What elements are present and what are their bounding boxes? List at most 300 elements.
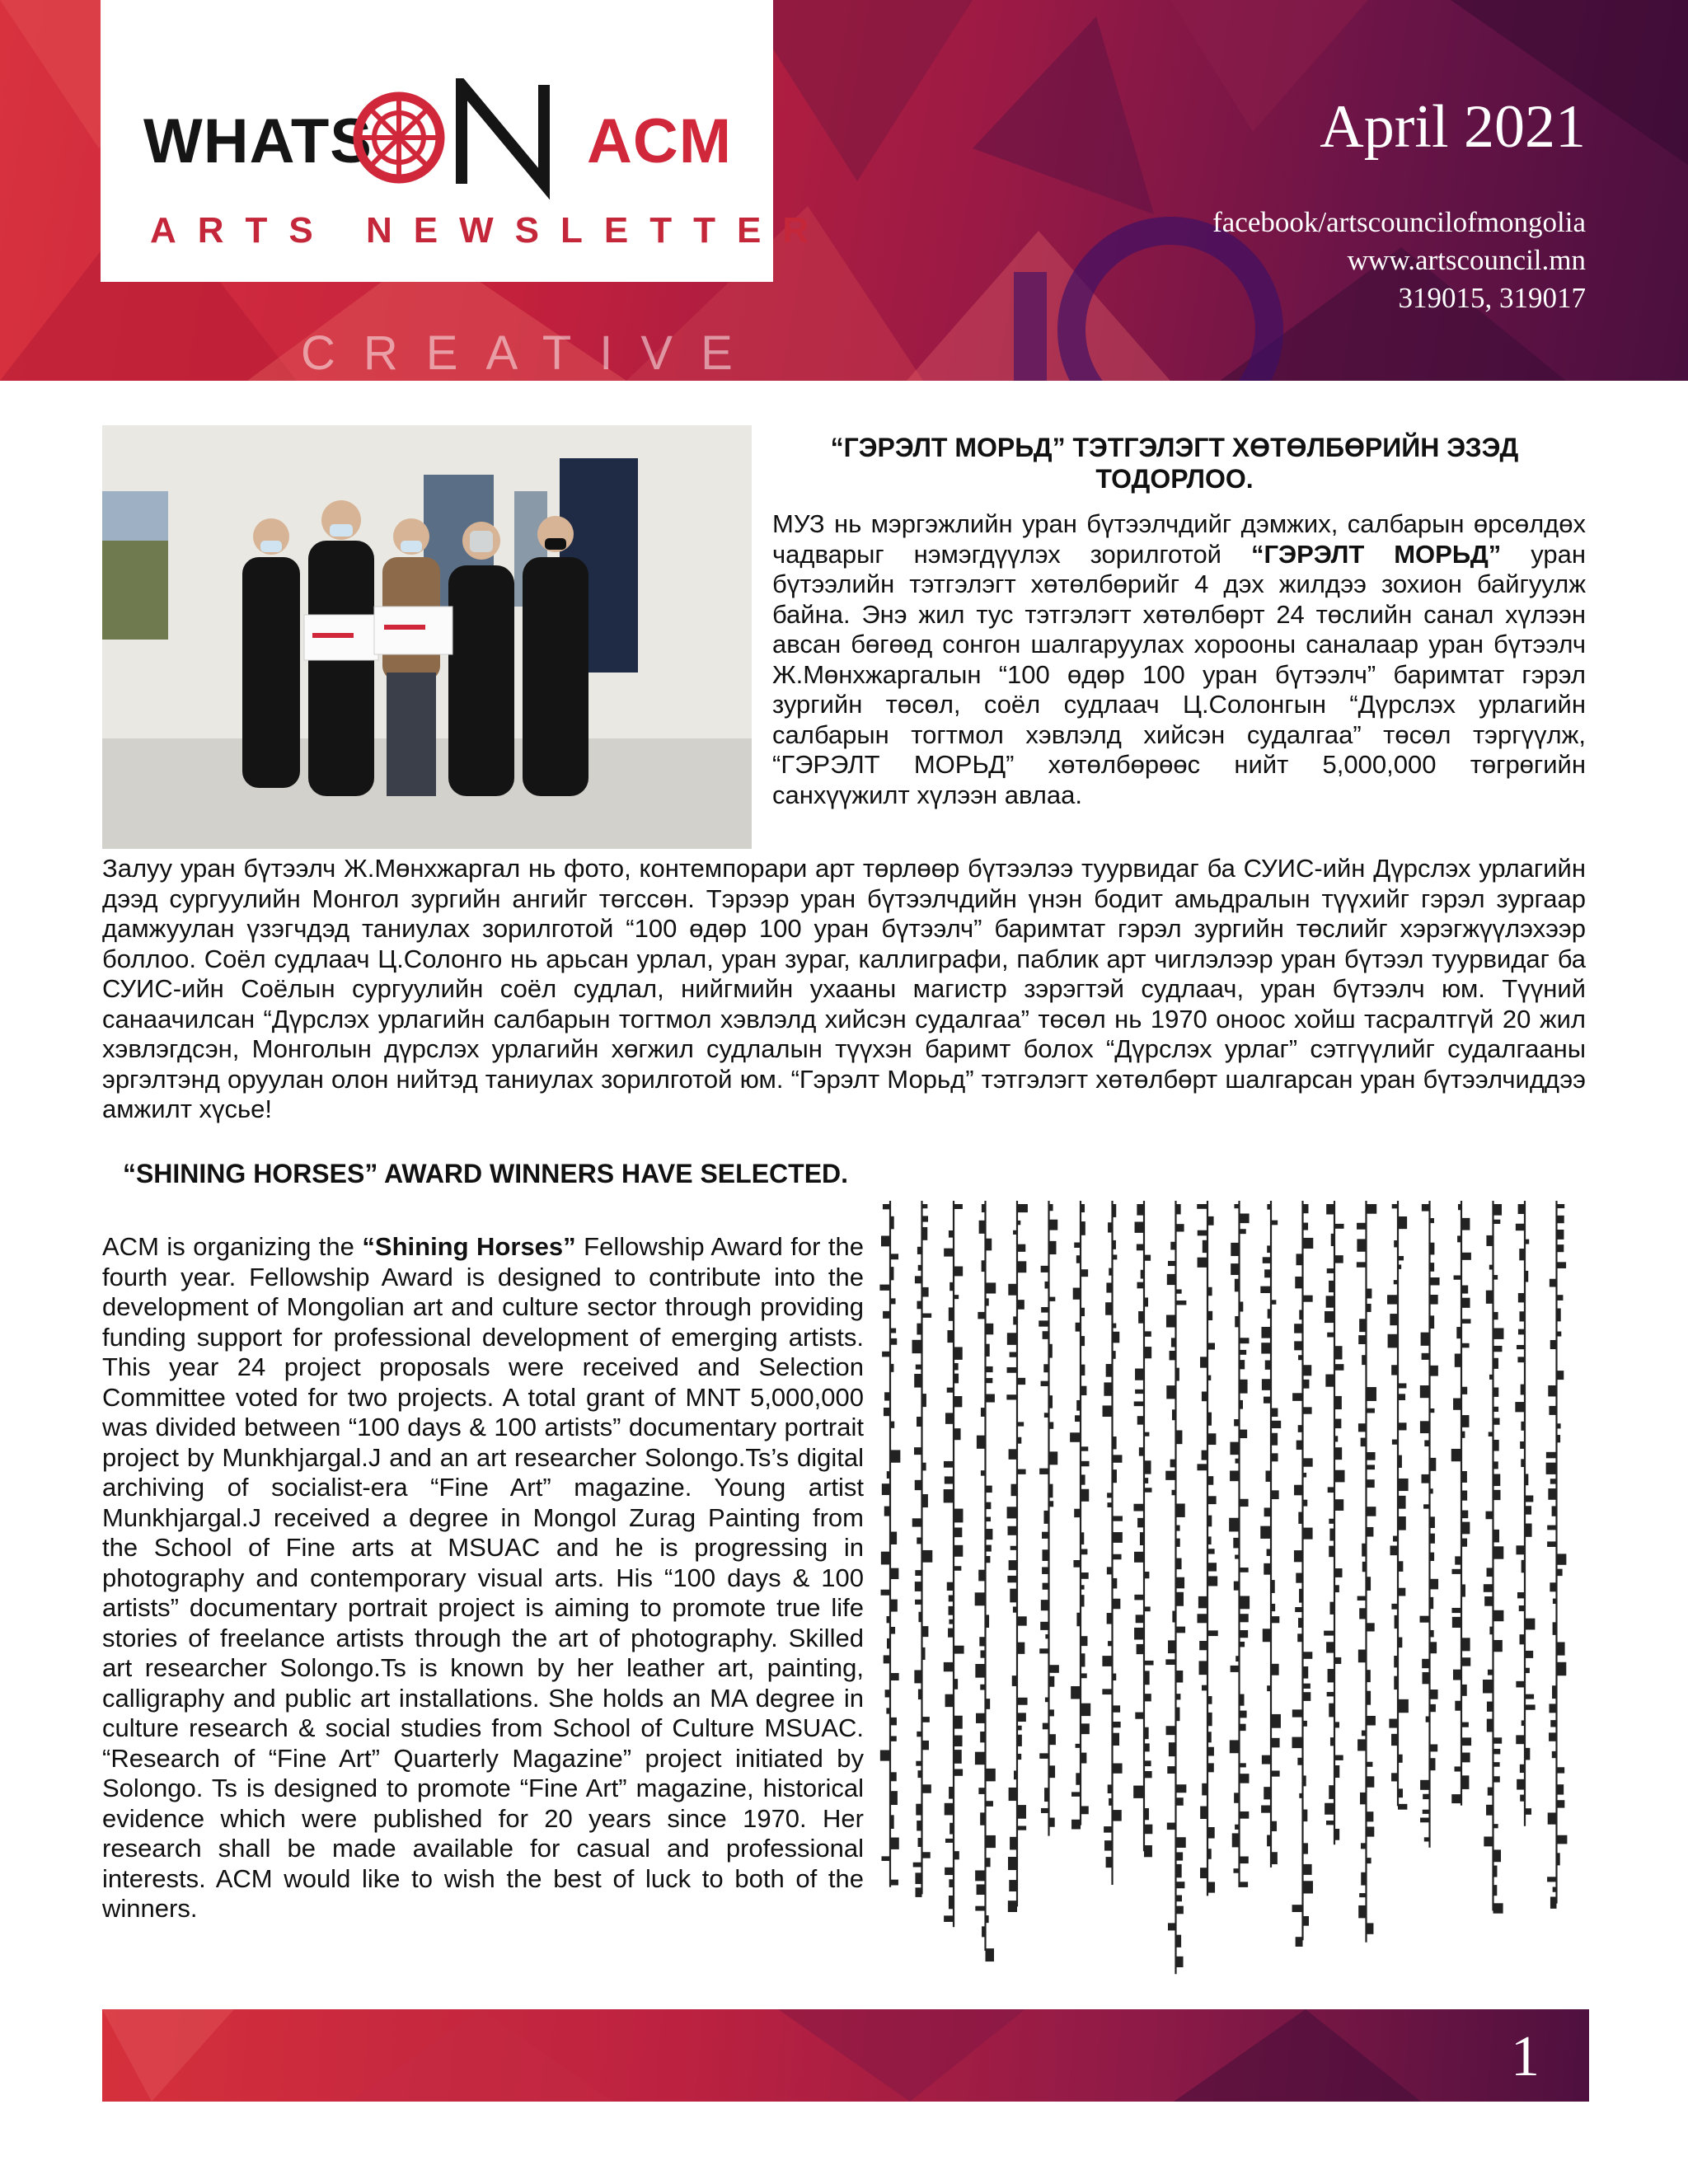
script-glyph (1076, 1744, 1081, 1748)
script-glyph (1042, 1567, 1048, 1574)
script-glyph (1521, 1385, 1525, 1395)
script-glyph (914, 1670, 921, 1683)
script-glyph (890, 1718, 897, 1726)
script-glyph (1457, 1235, 1461, 1242)
script-glyph (1017, 1616, 1027, 1625)
script-glyph (1357, 1596, 1367, 1601)
script-glyph (1422, 1474, 1430, 1483)
article-mn-lead-text-1: МУЗ нь мэргэжлийн уран бүтээлчдийг дэмжих, салбарын өрсөлдөх чадварыг нэмэгдүүлэх зорилготой (772, 509, 1586, 569)
script-glyph (1138, 1311, 1144, 1324)
script-glyph (1104, 1382, 1112, 1395)
script-glyph (949, 1879, 954, 1887)
script-glyph (1557, 1800, 1565, 1807)
script-glyph (922, 1314, 932, 1318)
script-glyph (1557, 1569, 1563, 1577)
script-glyph (1240, 1213, 1250, 1223)
script-glyph (1207, 1763, 1214, 1772)
script-glyph (1231, 1263, 1239, 1275)
script-glyph (1358, 1335, 1366, 1344)
script-glyph (1493, 1824, 1498, 1828)
script-glyph (1334, 1436, 1338, 1441)
script-glyph (1113, 1722, 1121, 1727)
script-glyph (1011, 1484, 1017, 1497)
script-glyph (1549, 1406, 1556, 1415)
script-glyph (1235, 1279, 1240, 1292)
script-glyph (1081, 1269, 1088, 1277)
script-glyph (1303, 1500, 1308, 1507)
script-glyph (954, 1736, 963, 1746)
script-glyph (1493, 1640, 1503, 1652)
script-glyph (1081, 1753, 1086, 1764)
script-glyph (1423, 1504, 1429, 1508)
script-glyph (1298, 1618, 1302, 1628)
script-glyph (1268, 1309, 1271, 1319)
script-glyph (1398, 1216, 1407, 1229)
script-glyph (954, 1509, 963, 1523)
script-glyph (1461, 1491, 1467, 1501)
script-glyph (915, 1480, 922, 1490)
script-glyph (1454, 1275, 1461, 1279)
script-glyph (986, 1394, 995, 1402)
phone-numbers: 319015, 319017 (1398, 282, 1586, 314)
script-glyph (986, 1915, 989, 1923)
script-glyph (1240, 1724, 1246, 1731)
script-glyph (1398, 1638, 1402, 1648)
script-glyph (1260, 1526, 1271, 1539)
script-glyph (1235, 1316, 1239, 1327)
script-glyph (954, 1374, 959, 1384)
script-glyph (890, 1450, 900, 1462)
script-glyph (922, 1647, 926, 1660)
script-glyph (1557, 1309, 1561, 1322)
script-glyph (1461, 1415, 1469, 1427)
script-glyph (1329, 1546, 1334, 1558)
script-glyph (1493, 1275, 1498, 1280)
script-glyph (1203, 1240, 1207, 1253)
script-glyph (1461, 1387, 1467, 1394)
script-glyph (1547, 1877, 1556, 1882)
article-mn-body: Залуу уран бүтээлч Ж.Мөнхжаргал нь фото, контемпорари арт төрлөөр бүтээлээ туурвидаг ба СУИС-ийн Дүрслэх урлагийн дээд сургуулийн Монгол зургийн ангийг төгссөн. Тэрээр уран бүтээлчдийн үнэн бодит амьдралын түүхийг гэрэл зургаар дамжуулан үзэгчдэд таниулах зорилготой “100 өдөр 100 уран бүтээлч” баримтат гэрэл зургийн төслийг хэрэгжүүлэхээр боллоо. Соёл судлаач Ц.Солонго нь арьсан урлал, уран зураг, каллиграфи, паблик арт чиглэлээр уран бүтээл туурвидаг ба СУИС-ийн Соёлын сургуулийн соёл судлал, нийгмийн ухааны магистр зэрэгтэй судлаач, уран бүтээлч юм. Түүний санаачилсан “Дүрслэх урлагийн салбарын тогтмол хэвлэлд хийсэн судалгаа” төсөл нь 1970 оноос хойш тасралтгүй 20 жил хэвлэгдсэн, Монголын дүрслэх урлагийн хөгжил судлалын түүхэн баримт болох “Дүрслэх урлаг” сэтгүүлийг судалгааны эргэлтэнд оруулан олон нийтэд таниулах зорилготой юм. “Гэрэлт Морьд” тэтгэлэгт хөтөлбөрт шалгарсан уран бүтээлчиддээ амжилт хүсье! (102, 854, 1586, 1123)
script-glyph (1518, 1204, 1525, 1214)
script-glyph (1303, 1528, 1313, 1540)
script-glyph (1361, 1438, 1367, 1447)
script-glyph (1329, 1529, 1334, 1541)
script-glyph (1398, 1699, 1409, 1713)
script-glyph (1207, 1496, 1217, 1504)
script-glyph (1553, 1622, 1557, 1635)
script-glyph (1264, 1269, 1271, 1277)
script-glyph (1367, 1507, 1376, 1516)
script-glyph (954, 1363, 959, 1371)
script-glyph (1236, 1459, 1240, 1464)
script-glyph (1049, 1297, 1056, 1301)
script-glyph (1326, 1821, 1334, 1825)
script-glyph (1207, 1433, 1216, 1445)
script-glyph (1398, 1394, 1405, 1400)
script-glyph (1176, 1224, 1184, 1231)
script-glyph (1430, 1408, 1435, 1413)
script-glyph (1135, 1390, 1144, 1394)
script-glyph (1234, 1419, 1239, 1426)
script-glyph (947, 1582, 954, 1591)
script-glyph (954, 1347, 963, 1359)
script-glyph (922, 1287, 929, 1297)
script-glyph (1452, 1617, 1461, 1628)
script-glyph (1367, 1858, 1372, 1863)
script-glyph (1488, 1670, 1493, 1675)
script-glyph (1176, 1430, 1183, 1444)
script-glyph (1326, 1204, 1334, 1215)
script-glyph (1525, 1271, 1528, 1282)
script-glyph (1049, 1734, 1056, 1745)
script-glyph (1240, 1596, 1250, 1610)
script-glyph (1550, 1479, 1557, 1483)
script-glyph (1134, 1628, 1144, 1640)
script-glyph (1327, 1333, 1334, 1338)
script-glyph (1367, 1811, 1374, 1821)
script-glyph (1303, 1810, 1308, 1822)
script-glyph (922, 1204, 928, 1208)
script-glyph (944, 1662, 954, 1671)
script-glyph (986, 1378, 993, 1383)
script-glyph (1263, 1257, 1271, 1263)
script-glyph (1391, 1365, 1398, 1375)
script-glyph (1233, 1868, 1239, 1873)
script-glyph (1144, 1727, 1149, 1739)
script-glyph (1303, 1380, 1310, 1389)
script-glyph (1234, 1793, 1239, 1802)
script-glyph (1081, 1386, 1086, 1395)
script-glyph (882, 1352, 890, 1357)
script-glyph (890, 1254, 898, 1259)
script-glyph (1081, 1461, 1090, 1466)
script-glyph (1334, 1447, 1342, 1460)
script-glyph (1017, 1754, 1021, 1760)
script-glyph (1493, 1220, 1501, 1224)
script-glyph (886, 1708, 890, 1713)
script-glyph (1430, 1630, 1434, 1638)
script-glyph (1461, 1753, 1470, 1763)
script-glyph (1398, 1383, 1406, 1388)
script-glyph (1493, 1903, 1503, 1913)
script-glyph (1451, 1794, 1461, 1803)
script-glyph (1525, 1668, 1530, 1673)
script-glyph (1392, 1440, 1398, 1445)
script-glyph (890, 1364, 893, 1372)
script-glyph (1141, 1270, 1144, 1279)
script-glyph (1296, 1441, 1303, 1450)
script-glyph (1298, 1512, 1302, 1524)
script-glyph (954, 1396, 962, 1407)
script-glyph (1207, 1343, 1215, 1349)
footer-banner (102, 2009, 1589, 2102)
script-glyph (1044, 1413, 1049, 1418)
script-glyph (1547, 1541, 1556, 1547)
script-glyph (1430, 1534, 1435, 1544)
script-glyph (1297, 1758, 1302, 1765)
script-glyph (890, 1568, 898, 1579)
script-glyph (1398, 1422, 1406, 1430)
script-glyph (954, 1204, 963, 1209)
script-glyph (1525, 1694, 1534, 1699)
script-glyph (1271, 1738, 1280, 1748)
script-glyph (1266, 1470, 1271, 1481)
article-mn-lead (772, 509, 1586, 810)
script-glyph (1076, 1323, 1081, 1332)
script-glyph (949, 1595, 954, 1601)
script-glyph (885, 1690, 890, 1697)
script-glyph (1168, 1923, 1175, 1930)
script-glyph (1176, 1503, 1185, 1517)
script-glyph (975, 1906, 985, 1911)
script-glyph (1430, 1218, 1434, 1223)
script-glyph (1137, 1244, 1144, 1251)
script-glyph (949, 1787, 954, 1799)
script-glyph (1113, 1532, 1123, 1543)
script-glyph (1557, 1784, 1564, 1794)
script-glyph (1199, 1661, 1207, 1675)
script-glyph (1328, 1669, 1334, 1682)
script-glyph (1235, 1554, 1239, 1558)
script-glyph (1331, 1234, 1334, 1246)
script-glyph (1367, 1762, 1373, 1767)
script-glyph (1461, 1432, 1465, 1438)
script-glyph (986, 1344, 990, 1357)
script-glyph (1493, 1749, 1501, 1755)
script-glyph (1334, 1829, 1339, 1840)
script-glyph (1017, 1300, 1025, 1310)
script-glyph (1176, 1852, 1184, 1860)
script-glyph (1557, 1230, 1564, 1240)
script-glyph (1430, 1295, 1438, 1305)
vertical-script-columns (875, 1184, 1589, 1980)
logo-whats: WHATS (143, 106, 373, 176)
script-glyph (1367, 1387, 1376, 1401)
script-glyph (1398, 1516, 1406, 1530)
script-glyph (1202, 1391, 1207, 1401)
script-glyph (1398, 1804, 1407, 1810)
script-glyph (1240, 1301, 1244, 1311)
script-glyph (1303, 1775, 1306, 1786)
script-glyph (945, 1868, 954, 1875)
script-glyph (1144, 1488, 1151, 1493)
script-glyph (1367, 1527, 1374, 1537)
script-glyph (1042, 1549, 1048, 1561)
script-glyph (916, 1761, 921, 1766)
script-glyph (1176, 1204, 1181, 1214)
script-glyph (980, 1812, 985, 1825)
website-link[interactable]: www.artscouncil.mn (1347, 244, 1586, 276)
script-glyph (917, 1821, 921, 1830)
script-glyph (1553, 1887, 1557, 1892)
script-glyph (1398, 1788, 1403, 1797)
script-glyph (1430, 1690, 1438, 1699)
script-glyph (1324, 1631, 1334, 1636)
script-glyph (1207, 1287, 1212, 1296)
script-glyph (1296, 1573, 1302, 1583)
script-glyph (922, 1394, 926, 1407)
script-glyph (1292, 1737, 1303, 1749)
script-glyph (1334, 1364, 1343, 1371)
script-glyph (1170, 1242, 1175, 1250)
script-glyph (1176, 1837, 1186, 1848)
script-glyph (1557, 1262, 1567, 1268)
script-glyph (954, 1527, 962, 1537)
script-glyph (1334, 1255, 1343, 1263)
script-glyph (1493, 1490, 1501, 1500)
script-glyph (1461, 1685, 1467, 1696)
script-glyph (1359, 1893, 1366, 1897)
award-ceremony-photo (102, 425, 752, 849)
script-glyph (1517, 1357, 1525, 1362)
script-glyph (1113, 1332, 1120, 1343)
script-glyph (1303, 1864, 1312, 1875)
script-glyph (890, 1815, 894, 1829)
script-glyph (1017, 1805, 1026, 1819)
script-glyph (1484, 1836, 1493, 1846)
script-glyph (1303, 1666, 1309, 1679)
script-glyph (1261, 1343, 1271, 1353)
script-glyph (1327, 1692, 1334, 1696)
script-glyph (1104, 1840, 1112, 1850)
script-glyph (1232, 1833, 1240, 1847)
script-glyph (949, 1307, 954, 1320)
page-number: 1 (1511, 2025, 1540, 2088)
script-glyph (1081, 1636, 1087, 1646)
script-glyph (1394, 1280, 1398, 1284)
script-glyph (1135, 1222, 1144, 1233)
script-glyph (1550, 1340, 1557, 1349)
script-glyph (1398, 1496, 1406, 1509)
script-glyph (1144, 1743, 1150, 1751)
script-glyph (881, 1235, 890, 1246)
script-glyph (1330, 1737, 1334, 1746)
script-glyph (1133, 1786, 1144, 1798)
script-glyph (954, 1750, 962, 1764)
script-glyph (1362, 1544, 1366, 1557)
script-glyph (1104, 1826, 1112, 1833)
script-glyph (1041, 1808, 1049, 1813)
script-glyph (1045, 1634, 1048, 1638)
script-glyph (1547, 1526, 1556, 1530)
script-glyph (1398, 1479, 1409, 1491)
script-glyph (1546, 1463, 1557, 1474)
script-glyph (1398, 1561, 1403, 1572)
script-glyph (1303, 1692, 1311, 1701)
script-glyph (1461, 1737, 1471, 1746)
script-glyph (1076, 1255, 1081, 1263)
script-glyph (1267, 1245, 1271, 1253)
script-glyph (1525, 1474, 1528, 1485)
script-glyph (1113, 1599, 1121, 1609)
script-glyph (1367, 1716, 1376, 1726)
script-glyph (1303, 1843, 1308, 1854)
script-glyph (1362, 1355, 1366, 1365)
script-glyph (890, 1627, 895, 1634)
script-glyph (1455, 1556, 1461, 1564)
script-glyph (1552, 1685, 1556, 1699)
script-glyph (1391, 1604, 1398, 1610)
script-glyph (1071, 1792, 1081, 1797)
script-glyph (915, 1872, 921, 1884)
script-glyph (1430, 1579, 1439, 1590)
script-glyph (922, 1741, 929, 1750)
script-glyph (1525, 1506, 1531, 1514)
facebook-link[interactable]: facebook/artscouncilofmongolia (1212, 206, 1586, 238)
script-glyph (1334, 1585, 1339, 1592)
script-glyph (1144, 1297, 1148, 1306)
script-glyph (1017, 1422, 1024, 1426)
script-glyph (1292, 1709, 1303, 1717)
script-glyph (1329, 1281, 1334, 1292)
script-glyph (1299, 1793, 1302, 1798)
script-glyph (1295, 1607, 1302, 1612)
script-glyph (1329, 1519, 1334, 1524)
script-glyph (1395, 1615, 1398, 1629)
script-glyph (1176, 1671, 1184, 1683)
script-glyph (986, 1298, 989, 1305)
script-glyph (914, 1374, 921, 1388)
script-glyph (1144, 1825, 1152, 1835)
script-glyph (1303, 1881, 1313, 1893)
script-glyph (1231, 1243, 1239, 1256)
script-glyph (1198, 1230, 1207, 1236)
script-glyph (1398, 1256, 1404, 1260)
script-glyph (1334, 1470, 1345, 1483)
script-glyph (1493, 1737, 1503, 1743)
script-glyph (1207, 1747, 1214, 1756)
script-glyph (1271, 1453, 1278, 1461)
script-glyph (1176, 1784, 1187, 1793)
script-glyph (890, 1267, 893, 1280)
script-glyph (1520, 1765, 1525, 1773)
script-glyph (1240, 1856, 1249, 1863)
script-glyph (976, 1713, 985, 1723)
script-glyph (1081, 1204, 1085, 1212)
script-glyph (1493, 1418, 1500, 1425)
script-glyph (1493, 1407, 1499, 1412)
script-glyph (1334, 1224, 1344, 1229)
script-glyph (1107, 1493, 1112, 1497)
script-glyph (949, 1606, 954, 1615)
script-glyph (954, 1679, 958, 1690)
script-glyph (1240, 1360, 1245, 1369)
script-glyph (1017, 1437, 1021, 1444)
script-glyph (1488, 1788, 1493, 1796)
logo-on-mark-icon (348, 78, 570, 202)
script-glyph (1231, 1666, 1240, 1672)
script-glyph (1113, 1254, 1118, 1259)
script-glyph (1136, 1615, 1144, 1623)
script-glyph (1493, 1440, 1499, 1451)
script-glyph (1144, 1808, 1149, 1820)
script-glyph (980, 1685, 985, 1690)
script-glyph (1557, 1554, 1567, 1564)
script-glyph (1207, 1849, 1212, 1859)
script-glyph (1240, 1642, 1245, 1647)
script-glyph (986, 1239, 992, 1251)
script-glyph (978, 1788, 985, 1794)
script-glyph (1262, 1755, 1271, 1765)
script-glyph (1361, 1872, 1366, 1886)
script-glyph (1176, 1694, 1181, 1699)
script-glyph (1207, 1376, 1211, 1380)
script-glyph (947, 1330, 954, 1343)
script-glyph (1557, 1204, 1565, 1208)
script-glyph (1557, 1423, 1561, 1428)
script-glyph (986, 1545, 992, 1552)
script-glyph (1113, 1240, 1116, 1249)
